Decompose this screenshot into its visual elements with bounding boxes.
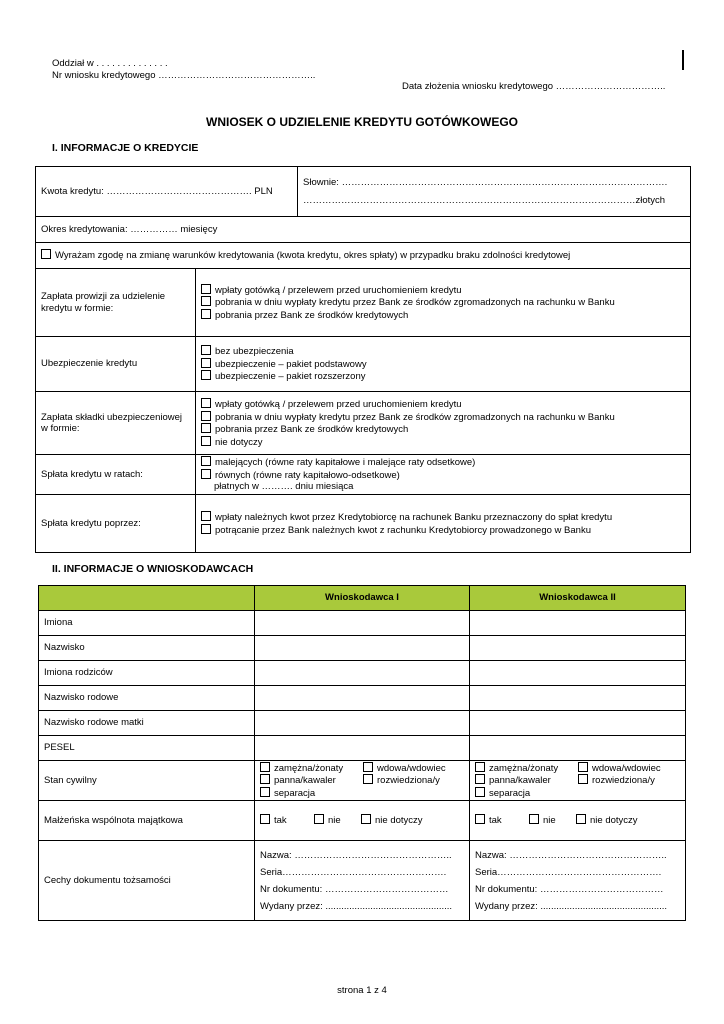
married-label: zamężna/żonaty <box>489 762 559 774</box>
installments-options <box>196 455 691 495</box>
commission-option-checkbox[interactable] <box>201 309 211 319</box>
repayment-label: Spłata kredytu poprzez: <box>36 495 196 553</box>
single-checkbox[interactable] <box>260 774 270 784</box>
widow-checkbox[interactable] <box>363 762 373 772</box>
id-doc-series-field[interactable]: Seria……………………………………………. <box>260 866 447 878</box>
insurance-label: Ubezpieczenie kredytu <box>36 337 196 392</box>
amount-words-line2: ……………………………………………………………………………………………złotych <box>303 195 666 206</box>
applicant2-first-names[interactable] <box>470 611 686 636</box>
divorced-label: rozwiedziona/y <box>592 775 655 787</box>
id-doc-name-field[interactable]: Nazwa: ………………………………………….. <box>260 849 452 861</box>
section1-heading: I. INFORMACJE O KREDYCIE <box>52 142 199 154</box>
installments-option-label: malejących (równe raty kapitałowe i malejące raty odsetkowe) <box>215 457 476 469</box>
page-number: strona 1 z 4 <box>337 985 387 996</box>
applicant2-mother-family-name[interactable] <box>470 711 686 736</box>
row-label: Nazwisko rodowe matki <box>39 711 255 736</box>
premium-option-checkbox[interactable] <box>201 398 211 408</box>
married-checkbox[interactable] <box>475 762 485 772</box>
joint-yes-checkbox[interactable] <box>475 814 485 824</box>
commission-options <box>196 269 691 337</box>
applicant1-surname[interactable] <box>255 636 470 661</box>
commission-label: Zapłata prowizji za udzielenie kredytu w formie: <box>36 269 196 337</box>
installments-option-checkbox[interactable] <box>201 469 211 479</box>
id-doc-name-field[interactable]: Nazwa: ………………………………………….. <box>475 849 667 861</box>
commission-option-checkbox[interactable] <box>201 284 211 294</box>
separation-label: separacja <box>489 787 531 799</box>
commission-option-label: pobrania przez Bank ze środków kredytowych <box>215 309 409 321</box>
married-label: zamężna/żonaty <box>274 762 344 774</box>
row-label: PESEL <box>39 736 255 761</box>
applicant1-civil-status <box>255 761 470 801</box>
installments-option-label: równych (równe raty kapitałowo-odsetkowe) <box>215 469 400 481</box>
insurance-option-label: ubezpieczenie – pakiet podstawowy <box>215 358 367 370</box>
applicant1-family-name[interactable] <box>255 686 470 711</box>
premium-label: Zapłata składki ubezpieczeniowej w formie: <box>36 392 196 455</box>
installments-option-checkbox[interactable] <box>201 456 211 466</box>
row-label: Imiona <box>39 611 255 636</box>
commission-option-checkbox[interactable] <box>201 296 211 306</box>
premium-option-label: wpłaty gotówką / przelewem przed uruchomieniem kredytu <box>215 399 462 410</box>
consent-label: Wyrażam zgodę na zmianę warunków kredytowania (kwota kredytu, okres spłaty) w przypadku braku zdolności kredytowej <box>55 250 571 262</box>
installments-day[interactable]: płatnych w ………. dniu miesiąca <box>214 481 354 493</box>
application-number-field: Nr wniosku kredytowego ………………………………………….. <box>52 70 316 81</box>
row-label: Nazwisko <box>39 636 255 661</box>
widow-checkbox[interactable] <box>578 762 588 772</box>
joint-na-checkbox[interactable] <box>361 814 371 824</box>
applicant1-joint-property <box>255 801 470 841</box>
applicant2-civil-status <box>470 761 686 801</box>
applicant1-pesel[interactable] <box>255 736 470 761</box>
applicant1-header: Wnioskodawca I <box>255 586 470 611</box>
id-doc-number-field[interactable]: Nr dokumentu: ………………………………… <box>260 883 449 895</box>
period-label: Okres kredytowania: …………… miesięcy <box>41 223 218 235</box>
commission-option-label: wpłaty gotówką / przelewem przed uruchomieniem kredytu <box>215 284 462 296</box>
id-doc-number-field[interactable]: Nr dokumentu: ………………………………… <box>475 883 664 895</box>
separation-checkbox[interactable] <box>260 787 270 797</box>
id-doc-issuer-field[interactable]: Wydany przez: ................................................ <box>260 900 453 912</box>
widow-label: wdowa/wdowiec <box>592 762 661 774</box>
applicant1-parents-names[interactable] <box>255 661 470 686</box>
id-doc-label: Cechy dokumentu tożsamości <box>39 841 255 921</box>
consent-cell <box>36 243 691 269</box>
insurance-option-checkbox[interactable] <box>201 370 211 380</box>
insurance-option-checkbox[interactable] <box>201 358 211 368</box>
applicant1-id-doc <box>255 841 470 921</box>
amount-words-line1: Słownie: …………………………………………………………………………………………. <box>303 176 668 188</box>
amount-words-cell[interactable] <box>298 167 691 217</box>
applicant2-parents-names[interactable] <box>470 661 686 686</box>
premium-option-label: nie dotyczy <box>215 436 263 448</box>
separation-checkbox[interactable] <box>475 787 485 797</box>
repayment-options <box>196 495 691 553</box>
divorced-checkbox[interactable] <box>578 774 588 784</box>
row-label: Nazwisko rodowe <box>39 686 255 711</box>
repayment-option-checkbox[interactable] <box>201 511 211 521</box>
insurance-option-label: bez ubezpieczenia <box>215 346 294 358</box>
page-title: WNIOSEK O UDZIELENIE KREDYTU GOTÓWKOWEGO <box>206 115 518 129</box>
premium-option-checkbox[interactable] <box>201 436 211 446</box>
applicant2-pesel[interactable] <box>470 736 686 761</box>
premium-option-checkbox[interactable] <box>201 423 211 433</box>
single-checkbox[interactable] <box>475 774 485 784</box>
commission-option-label: pobrania w dniu wypłaty kredytu przez Bank ze środków zgromadzonych na rachunku w Banku <box>215 297 615 309</box>
separation-label: separacja <box>274 787 316 799</box>
header-blank-cell <box>39 586 255 611</box>
insurance-options <box>196 337 691 392</box>
civil-status-label: Stan cywilny <box>39 761 255 801</box>
premium-option-checkbox[interactable] <box>201 411 211 421</box>
consent-checkbox[interactable] <box>41 249 51 259</box>
widow-label: wdowa/wdowiec <box>377 762 446 774</box>
joint-property-label: Małżeńska wspólnota majątkowa <box>39 801 255 841</box>
applicant1-first-names[interactable] <box>255 611 470 636</box>
married-checkbox[interactable] <box>260 762 270 772</box>
id-doc-series-field[interactable]: Seria……………………………………………. <box>475 866 662 878</box>
applicant2-id-doc <box>470 841 686 921</box>
joint-na-label: nie dotyczy <box>590 815 638 827</box>
premium-options <box>196 392 691 455</box>
divorced-label: rozwiedziona/y <box>377 775 440 787</box>
joint-no-checkbox[interactable] <box>314 814 324 824</box>
applicants-table <box>38 585 686 921</box>
single-label: panna/kawaler <box>489 775 551 787</box>
repayment-option-checkbox[interactable] <box>201 524 211 534</box>
applicant2-family-name[interactable] <box>470 686 686 711</box>
premium-option-label: pobrania w dniu wypłaty kredytu przez Bank ze środków zgromadzonych na rachunku w Banku <box>215 411 615 423</box>
premium-option-label: pobrania przez Bank ze środków kredytowych <box>215 424 409 435</box>
installments-label: Spłata kredytu w ratach: <box>36 455 196 495</box>
period-cell[interactable] <box>36 217 691 243</box>
joint-no-label: nie <box>543 815 556 827</box>
amount-label: Kwota kredytu: ………………………………………. PLN <box>41 185 273 197</box>
applicant2-joint-property <box>470 801 686 841</box>
joint-na-checkbox[interactable] <box>576 814 586 824</box>
divorced-checkbox[interactable] <box>363 774 373 784</box>
repayment-option-label: potrącanie przez Bank należnych kwot z rachunku Kredytobiorcy prowadzonego w Banku <box>215 524 591 536</box>
joint-yes-checkbox[interactable] <box>260 814 270 824</box>
joint-yes-label: tak <box>489 815 502 827</box>
applicant2-header: Wnioskodawca II <box>470 586 686 611</box>
joint-no-label: nie <box>328 815 341 827</box>
insurance-option-checkbox[interactable] <box>201 345 211 355</box>
joint-no-checkbox[interactable] <box>529 814 539 824</box>
joint-yes-label: tak <box>274 815 287 827</box>
submission-date-field: Data złożenia wniosku kredytowego …………………………….. <box>402 81 666 92</box>
joint-na-label: nie dotyczy <box>375 815 423 827</box>
repayment-option-label: wpłaty należnych kwot przez Kredytobiorcę na rachunek Banku przeznaczony do spłat kredytu <box>215 512 613 523</box>
single-label: panna/kawaler <box>274 775 336 787</box>
insurance-option-label: ubezpieczenie – pakiet rozszerzony <box>215 371 366 383</box>
row-label: Imiona rodziców <box>39 661 255 686</box>
branch-field: Oddział w . . . . . . . . . . . . . . <box>52 58 168 69</box>
id-doc-issuer-field[interactable]: Wydany przez: ................................................ <box>475 900 668 912</box>
credit-info-table <box>35 166 691 553</box>
margin-bar <box>682 50 684 70</box>
amount-cell[interactable] <box>36 167 298 217</box>
applicant2-surname[interactable] <box>470 636 686 661</box>
section2-heading: II. INFORMACJE O WNIOSKODAWCACH <box>52 563 254 575</box>
applicant1-mother-family-name[interactable] <box>255 711 470 736</box>
